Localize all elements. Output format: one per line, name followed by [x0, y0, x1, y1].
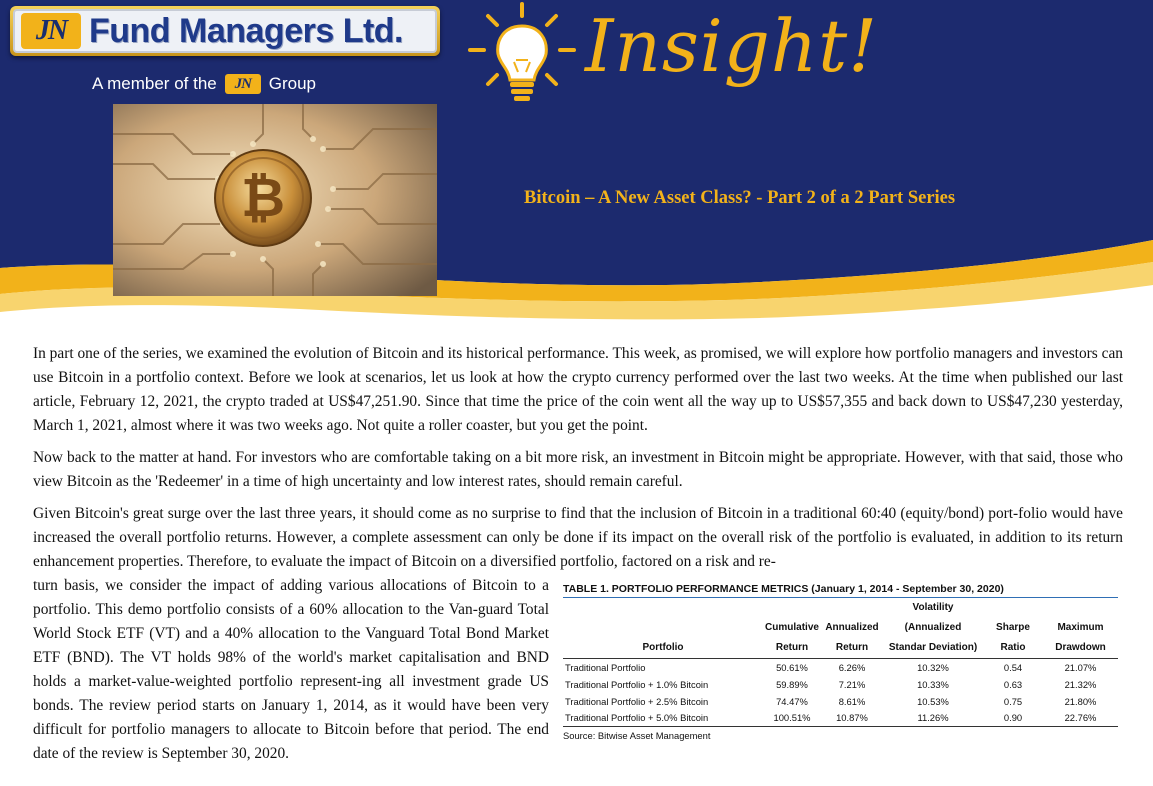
member-prefix: A member of the	[92, 74, 217, 93]
metrics-table	[563, 598, 1118, 727]
lightbulb-icon	[462, 2, 582, 107]
cumulative-header-top: Cumulative	[765, 622, 819, 633]
volatility-cell: 10.53%	[917, 695, 949, 707]
volatility-header-line3: Standar Deviation)	[883, 638, 983, 659]
drawdown-cell: 21.32%	[1064, 678, 1097, 690]
portfolio-cell: Traditional Portfolio + 2.5% Bitcoin	[565, 695, 709, 707]
volatility-cell: 11.26%	[883, 710, 983, 727]
portfolio-cell: Traditional Portfolio + 5.0% Bitcoin	[563, 710, 763, 727]
volatility-header-line1: Volatility	[912, 602, 954, 613]
portfolio-metrics-table	[563, 583, 1118, 741]
insight-title: Insight!	[585, 4, 879, 88]
cumulative-header-bottom: Return	[763, 638, 821, 659]
portfolio-cell: Traditional Portfolio + 1.0% Bitcoin	[565, 678, 709, 690]
article-title: Bitcoin – A New Asset Class? - Part 2 of a 2 Part Series	[524, 188, 956, 208]
annualized-cell: 6.26%	[838, 661, 866, 673]
volatility-header-line2: (Annualized	[904, 622, 962, 633]
cumulative-cell: 74.47%	[776, 695, 808, 707]
cumulative-cell: 59.89%	[776, 678, 808, 690]
cumulative-cell: 50.61%	[776, 661, 808, 673]
article-paragraph: Given Bitcoin's great surge over the last three years, it should come as no surprise to find that the inclusion of Bitcoin in a traditional 60:40 (equity/bond) port-folio would have increased the overall portfolio returns. However, a complete assessment can only be done if its impact on the overall risk of the portfolio is evaluated, in addition to its return enhancement properties. Therefore, to evaluate the impact of Bitcoin on a diversified portfolio, factored on a risk and re-	[33, 505, 1123, 570]
jn-logo-mark: JN	[21, 13, 81, 49]
annualized-header-bottom: Return	[821, 638, 883, 659]
annualized-cell: 7.21%	[838, 678, 866, 690]
header-banner	[0, 0, 1153, 335]
portfolio-cell: Traditional Portfolio	[565, 661, 646, 673]
member-of-group-line	[92, 74, 316, 94]
table-row	[563, 693, 1118, 710]
sharpe-header-bottom: Ratio	[983, 638, 1043, 659]
table-row	[563, 676, 1118, 693]
drawdown-header-bottom: Drawdown	[1043, 638, 1118, 659]
drawdown-cell: 21.07%	[1064, 661, 1097, 673]
table-row	[563, 710, 1118, 727]
annualized-cell: 8.61%	[838, 695, 866, 707]
company-name: Fund Managers Ltd.	[89, 11, 403, 50]
table-caption: TABLE 1. PORTFOLIO PERFORMANCE METRICS (January 1, 2014 - September 30, 2020)	[563, 583, 1118, 598]
drawdown-cell: 22.76%	[1043, 710, 1118, 727]
sharpe-header-top: Sharpe	[996, 622, 1030, 633]
drawdown-header-top: Maximum	[1057, 622, 1104, 633]
annualized-header-top: Annualized	[825, 622, 879, 633]
portfolio-header: Portfolio	[563, 638, 763, 659]
article-paragraph: In part one of the series, we examined the evolution of Bitcoin and its historical performance. This week, as promised, we will explore how portfolio managers and investors can use Bitcoin in a portfolio context. Before we look at scenarios, let us look at how the crypto currency performed over the last two weeks. At the time when published our last article, February 12, 2021, the crypto traded at US$47,251.90. Since that time the price of the coin went all the way up to US$57,355 and back down to US$47,230 yesterday, March 1, 2021, almost where it was two weeks ago. Not quite a roller coaster, but you get the point.	[33, 345, 1123, 434]
sharpe-cell: 0.90	[983, 710, 1043, 727]
sharpe-cell: 0.54	[1003, 661, 1023, 673]
article-paragraph: Now back to the matter at hand. For investors who are comfortable taking on a bit more risk, an investment in Bitcoin might be appropriate. However, with that said, those who view Bitcoin as the 'Redeemer' in a time of high uncertainty and low interest rates, should remain careful.	[33, 449, 1123, 490]
table-row	[563, 659, 1118, 676]
svg-text:₿: ₿	[240, 166, 286, 229]
annualized-cell: 10.87%	[821, 710, 883, 727]
sharpe-cell: 0.75	[1003, 695, 1023, 707]
table-source: Source: Bitwise Asset Management	[563, 730, 711, 741]
sharpe-cell: 0.63	[1003, 678, 1023, 690]
volatility-cell: 10.33%	[917, 678, 949, 690]
article-paragraph: turn basis, we consider the impact of adding various allocations of Bitcoin to a portfolio. This demo portfolio consists of a 60% allocation to the Van-guard Total World Stock ETF (VT) and a 40% allocation to the Vanguard Total Bond Market ETF (BND). The VT holds 98% of the world's market capitalisation and BND holds a market-value-weighted portfolio represent-ing all investment grade US bonds. The review period starts on January 1, 2014, as it would have been very difficult for portfolio managers to allocate to Bitcoin before that period. The end date of the review is September 30, 2020.	[33, 577, 549, 762]
company-logo	[10, 6, 440, 56]
bitcoin-circuit-image	[113, 104, 437, 296]
drawdown-cell: 21.80%	[1064, 695, 1097, 707]
cumulative-cell: 100.51%	[763, 710, 821, 727]
jn-group-mark: JN	[225, 74, 261, 94]
member-suffix: Group	[268, 74, 316, 93]
volatility-cell: 10.32%	[917, 661, 949, 673]
